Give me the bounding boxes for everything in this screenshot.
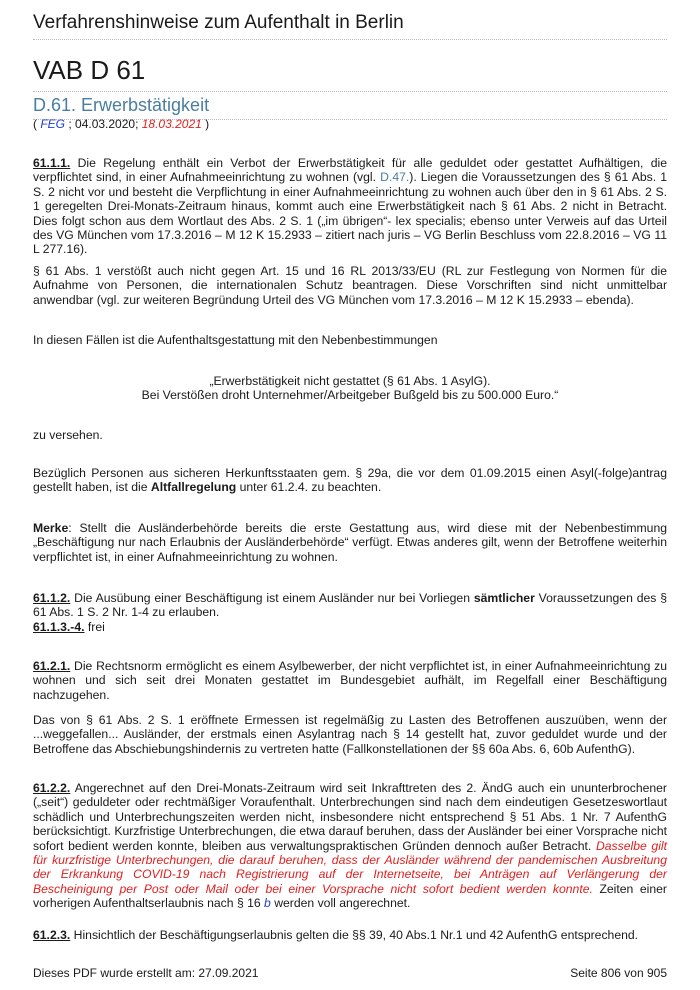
paragraph-text: Die Rechtsnorm ermöglicht es einem Asylbewerber, der nicht verpflichtet ist, in einer Aufnahmeeinrichtung zu wohnen und sich seit drei Monaten gestattet im Bundesgebiet aufhält, im Regelfall einer Beschäftigung nachzugehen. [33,659,667,702]
footer-page-number: Seite 806 von 905 [570,966,667,980]
paragraph-61-1-1 [33,156,667,257]
merke-label: Merke [33,521,69,535]
paragraph-61-2-2 [33,781,667,911]
feg-link[interactable]: FEG [40,117,66,131]
revision-meta [33,117,209,131]
paragraph-text: Angerechnet auf den Drei-Monats-Zeitraum wird seit Inkrafttreten des 2. ÄndG auch ein ununterbrochener („seit“) geduldeter oder rechtmäßiger Voraufenthalt. Unterbrechungen sind nach dem eindeutigen Gesetzeswortlaut schädlich und Unterbrechungszeiten werden nicht, insbesondere nicht entsprechend § 51 Abs. 1 Nr. 7 AufenthG berücksichtigt. Kurzfristige Unterbrechungen, die etwa darauf beruhen, dass der Ausländer bei einer Vorsprache nicht sofort bedient werden konnte, bleiben aus verwaltungspraktischen Gründen dennoch außer Betracht. [33,781,667,853]
paragraph-text: Die Regelung enthält ein Verbot der Erwerbstätigkeit für alle geduldet oder gestattet Aufhältigen, die verpflichtet sind, in einer Aufnahmeeinrichtung zu wohnen (vgl. [33,156,667,185]
paragraph-merke [33,521,667,564]
paragraph-text: Bezüglich Personen aus sicheren Herkunftsstaaten gem. § 29a, die vor dem 01.09.2015 einen Asyl(-folge)antrag gestellt haben, ist die [33,466,667,495]
paragraph-nebenbestimmungen: In diesen Fällen ist die Aufenthaltsgestattung mit den Nebenbestimmungen [33,333,438,347]
paragraph-text-cont: Voraussetzungen des § 61 Abs. 1 S. 2 Nr. 1-4 zu erlauben. [33,591,667,620]
paragraph-61-2-1 [33,659,667,702]
quote-line-1: „Erwerbstätigkeit nicht gestattet (§ 61 Abs. 1 AsylG). [209,374,491,388]
document-header [33,12,667,40]
paragraph-text-cont: unter 61.2.4. zu beachten. [236,480,382,495]
d47-link[interactable]: D.47. [380,170,410,185]
paragraph-text-cont: Zeiten einer vorherigen Aufenthaltserlaubnis nach § 16 [33,881,667,911]
paragraph-herkunftsstaaten [33,466,667,495]
covid-amendment-text: Dasselbe gilt für kurzfristige Unterbrechungen, die darauf beruhen, dass der Ausländer während der pandemischen Ausbreitung der Erkrankung COVID-19 nach Registrierung auf der Internetseite, bei Anträgen auf Verlängerung der Bescheinigung per Post oder Mail oder bei einer Vorsprache nicht sofort bedient werden konnte. [33,838,667,896]
section-title: D.61. Erwerbstätigkeit [33,95,667,120]
paragraph-61-2-3 [33,928,667,942]
paragraph-text-frei: frei [84,619,105,634]
quote-line-2: Bei Verstößen droht Unternehmer/Arbeitgeber Bußgeld bis zu 500.000 Euro.“ [141,388,559,403]
paragraph-text: Hinsichtlich der Beschäftigungserlaubnis gelten die §§ 39, 40 Abs.1 Nr.1 und 42 AufenthG entsprechend. [70,928,639,942]
meta-close: ) [201,117,210,131]
paragraph-zu-versehen: zu versehen. [33,428,103,442]
paragraph-text-cont: ). Liegen die Voraussetzungen des § 61 Abs. 1 S. 2 nicht vor und besteht die Verpflichtung in einer Aufnahmeeinrichtung zu wohnen auch über den in § 61 Abs. 2 S. 1 geregelten Drei-Monats-Zeitraum hinaus, kommt auch eine Erwerbstätigkeit nach § 61 Abs. 2 nicht in Betracht. Dies folgt schon aus dem Wortlaut des Abs. 2 S. 1 („im übrigen“- lex specialis; ebenso unter Verweis auf das Urteil des VG München vom 17.3.2016 – M 12 K 15.2933 – zitiert nach juris – VG Berlin Beschluss vom 22.8.2016 – VG 11 L 277.16). [33,170,667,257]
paragraph-number: 61.2.2. [33,781,71,795]
meta-open: ( [33,117,41,131]
paragraph-text: : Stellt die Ausländerbehörde bereits die erste Gestattung aus, wird diese mit der Nebenbestimmung „Beschäftigung nur nach Erlaubnis der Ausländerbehörde“ verfügt. Etwas anderes gilt, wenn der Betroffene weiterhin verpflichtet ist, in einer Aufnahmeeinrichtung zu wohnen. [33,521,667,564]
paragraph-number: 61.2.3. [33,928,71,942]
quote-block [33,374,667,403]
saemtlicher-bold: sämtlicher [473,591,535,605]
regulation-heading: VAB D 61 [33,55,667,92]
document-title: Verfahrenshinweise zum Aufenthalt in Berlin [33,12,667,40]
paragraph-number: 61.1.1. [33,156,71,170]
paragraph-text: Die Ausübung einer Beschäftigung ist einem Ausländer nur bei Vorliegen [70,591,474,605]
footer-created-date: Dieses PDF wurde erstellt am: 27.09.2021 [33,966,259,980]
paragraph-text-end: werden voll angerechnet. [270,896,411,911]
paragraph-ermessen: Das von § 61 Abs. 2 S. 1 eröffnete Ermessen ist regelmäßig zu Lasten des Betroffenen auszuüben, wenn der ...weggefallen... Ausländer, der erstmals einen Asylantrag nach § 14 gestellt hat, zuvor geduldet wurde und der Betroffene das Abschiebungshindernis zu vertreten hatte (Fallkonstellationen der §§ 60a Abs. 6, 60b AufenthG). [33,713,667,756]
paragraph-number-2: 61.1.3.-4. [33,619,85,634]
altfallregelung-bold: Altfallregelung [150,480,237,495]
paragraph-61-1-2 [33,591,667,634]
paragraph-art-15: § 61 Abs. 1 verstößt auch nicht gegen Art. 15 und 16 RL 2013/33/EU (RL zur Festlegung von Normen für die Aufnahme von Personen, die internationalen Schutz beantragen. Diese Vorschriften sind nicht unmittelbar anwendbar (vgl. zur weiteren Begründung Urteil des VG München vom 17.3.2016 – M 12 K 15.2933 – ebenda). [33,264,667,307]
meta-sep: ; 04.03.2020; [65,117,142,131]
amendment-letter: b [264,896,271,911]
revision-date: 18.03.2021 [141,117,202,131]
paragraph-number: 61.1.2. [33,591,71,605]
paragraph-number: 61.2.1. [33,659,71,673]
